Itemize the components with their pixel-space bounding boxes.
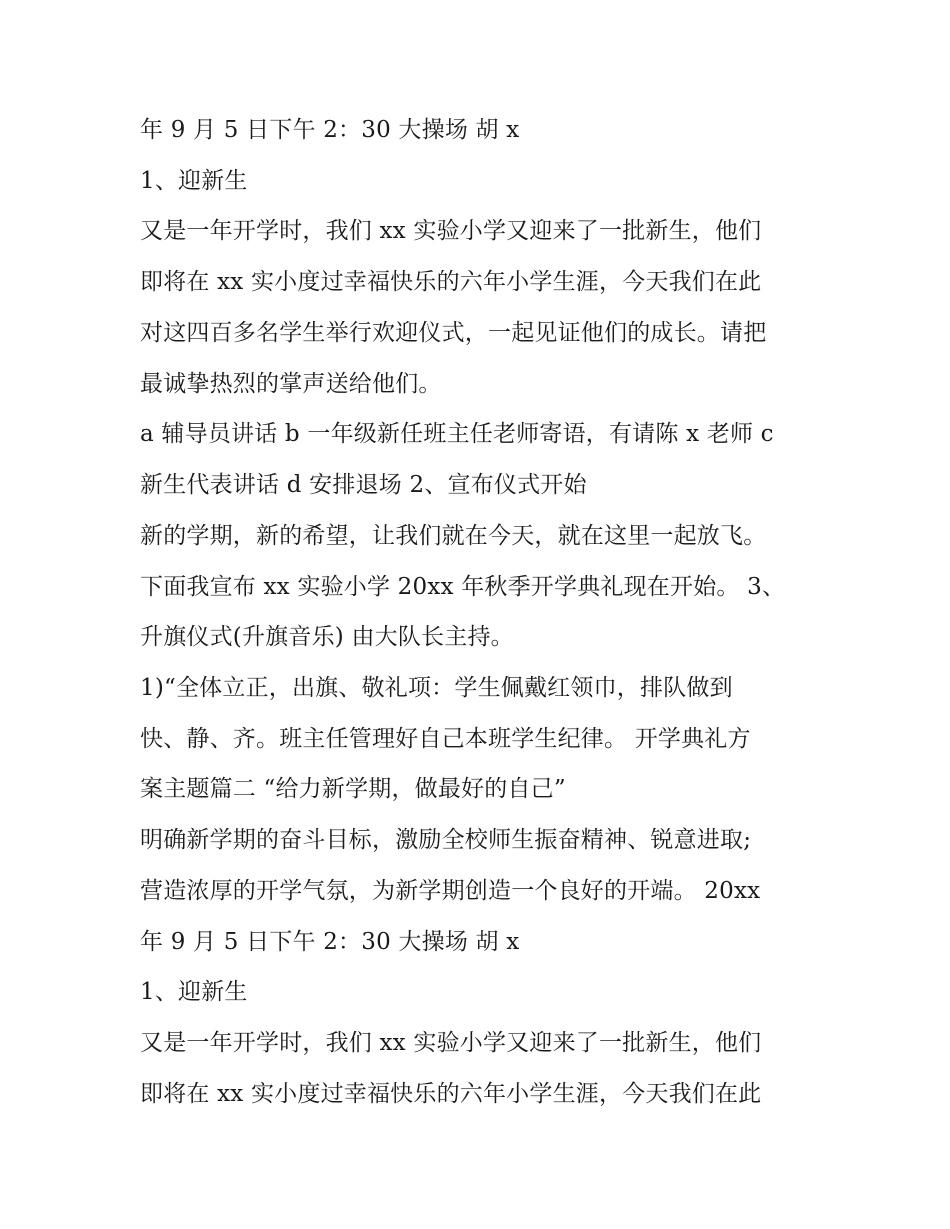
text-line: 案主题篇二 “给力新学期，做最好的自己” [140, 776, 566, 802]
text-line: 新的学期，新的希望，让我们就在今天，就在这里一起放飞。 [140, 523, 767, 549]
text-line: 年 9 月 5 日下午 2：30 大操场 胡 x [140, 117, 520, 143]
text-line: 新生代表讲话 d 安排退场 2、宣布仪式开始 [140, 472, 587, 498]
text-line: 即将在 xx 实小度过幸福快乐的六年小学生涯，今天我们在此 [140, 1081, 762, 1107]
text-line: 又是一年开学时，我们 xx 实验小学又迎来了一批新生，他们 [140, 218, 762, 244]
text-line: a 辅导员讲话 b 一年级新任班主任老师寄语，有请陈 x 老师 c [140, 421, 774, 447]
text-line: 又是一年开学时，我们 xx 实验小学又迎来了一批新生，他们 [140, 1030, 762, 1056]
text-line: 对这四百多名学生举行欢迎仪式，一起见证他们的成长。请把 [140, 320, 767, 346]
text-line: 快、静、齐。班主任管理好自己本班学生纪律。 开学典礼方 [140, 726, 751, 752]
text-line: 升旗仪式(升旗音乐) 由大队长主持。 [140, 624, 514, 650]
text-line: 即将在 xx 实小度过幸福快乐的六年小学生涯，今天我们在此 [140, 269, 762, 295]
text-line: 明确新学期的奋斗目标，激励全校师生振奋精神、锐意进取; [140, 827, 752, 853]
text-line: 最诚挚热烈的掌声送给他们。 [140, 371, 442, 397]
text-line: 1、迎新生 [140, 168, 248, 194]
text-line: 营造浓厚的开学气氛，为新学期创造一个良好的开端。 20xx [140, 878, 761, 904]
text-line: 年 9 月 5 日下午 2：30 大操场 胡 x [140, 929, 520, 955]
text-line: 下面我宣布 xx 实验小学 20xx 年秋季开学典礼现在开始。 3、 [140, 574, 786, 600]
text-line: 1、迎新生 [140, 979, 248, 1005]
text-line: 1)“全体立正，出旗、敬礼项：学生佩戴红领巾，排队做到 [140, 675, 733, 701]
